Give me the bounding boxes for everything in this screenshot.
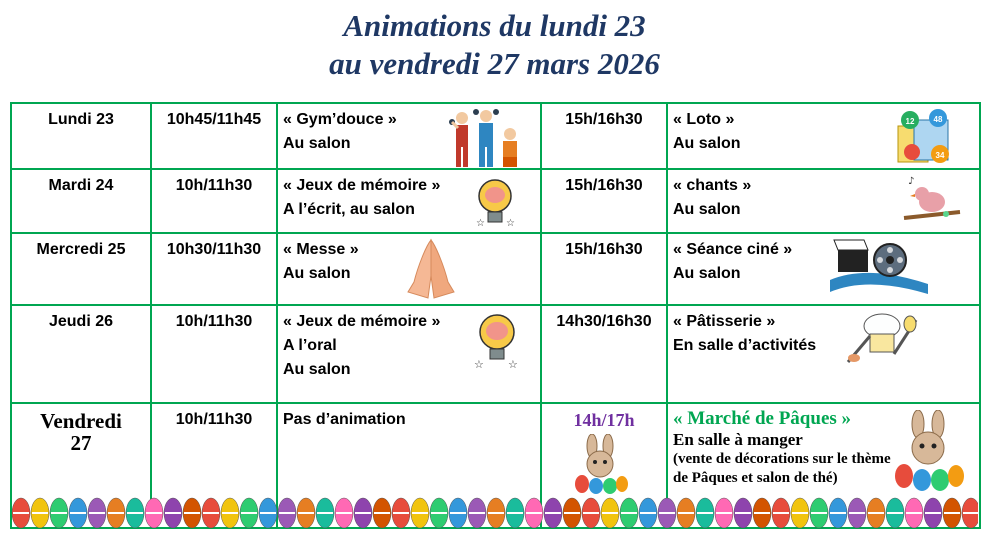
pastry-chef-icon bbox=[844, 310, 920, 370]
marche-title: « Marché de Pâques » bbox=[673, 408, 852, 429]
activity-location: En salle à manger bbox=[673, 430, 803, 449]
activity-location: A l’oral bbox=[283, 337, 337, 354]
activity-cell bbox=[667, 233, 980, 305]
table-row bbox=[11, 169, 980, 233]
time-friday: 14h/17h bbox=[573, 410, 635, 430]
day-name: Vendredi bbox=[40, 409, 122, 433]
activity-location: A l’écrit, au salon bbox=[283, 201, 415, 218]
day-cell: Mercredi 25 bbox=[11, 233, 151, 305]
activity-title: « Pâtisserie » bbox=[673, 313, 776, 330]
activity-title: « Messe » bbox=[283, 241, 359, 258]
activity-title: « Gym’douce » bbox=[283, 111, 397, 128]
day-number: 27 bbox=[70, 431, 92, 455]
activity-location: Au salon bbox=[283, 265, 351, 282]
activity-location: Au salon bbox=[283, 361, 351, 378]
activity-title: « chants » bbox=[673, 177, 752, 194]
easter-bunny-icon bbox=[890, 410, 966, 494]
activity-cell bbox=[667, 169, 980, 233]
page-title-line1: Animations du lundi 23 bbox=[343, 8, 646, 43]
svg-text:12: 12 bbox=[905, 117, 915, 126]
activity-location: Au salon bbox=[673, 265, 741, 282]
gym-seniors-icon bbox=[446, 108, 526, 169]
activity-location: Au salon bbox=[673, 201, 741, 218]
schedule-table bbox=[10, 102, 981, 529]
activity-title: « Séance ciné » bbox=[673, 241, 793, 258]
activity-note: de Pâques et salon de thé) bbox=[673, 470, 838, 486]
time-cell: 10h30/11h30 bbox=[151, 233, 277, 305]
singing-bird-icon bbox=[902, 174, 962, 230]
activity-cell bbox=[277, 305, 541, 403]
time-cell: 15h/16h30 bbox=[541, 169, 667, 233]
activity-title: « Loto » bbox=[673, 111, 735, 128]
page-title-line2: au vendredi 27 mars 2026 bbox=[329, 46, 660, 81]
praying-hands-icon bbox=[402, 236, 460, 302]
svg-text:48: 48 bbox=[933, 115, 943, 124]
time-cell: 15h/16h30 bbox=[541, 233, 667, 305]
activity-note: (vente de décorations sur le thème bbox=[673, 451, 891, 467]
easter-bunny-icon bbox=[570, 434, 630, 494]
time-cell: 10h/11h30 bbox=[151, 169, 277, 233]
activity-title: « Jeux de mémoire » bbox=[283, 313, 441, 330]
table-row bbox=[11, 233, 980, 305]
activity-location: En salle d’activités bbox=[673, 337, 817, 354]
day-cell: Jeudi 26 bbox=[11, 305, 151, 403]
svg-text:☆: ☆ bbox=[508, 358, 518, 371]
film-reel-icon bbox=[828, 234, 932, 298]
svg-text:☆: ☆ bbox=[476, 218, 485, 229]
time-cell: 14h30/16h30 bbox=[541, 305, 667, 403]
activity-location: Au salon bbox=[673, 135, 741, 152]
activity-title: « Jeux de mémoire » bbox=[283, 177, 441, 194]
svg-text:☆: ☆ bbox=[506, 218, 515, 229]
loto-balls-icon bbox=[894, 106, 954, 168]
table-row bbox=[11, 305, 980, 403]
time-cell: 15h/16h30 bbox=[541, 103, 667, 169]
time-cell: 10h/11h30 bbox=[151, 305, 277, 403]
svg-text:34: 34 bbox=[935, 151, 945, 160]
svg-text:☆: ☆ bbox=[474, 358, 484, 371]
easter-eggs-border bbox=[12, 494, 978, 530]
activity-cell bbox=[277, 103, 541, 169]
brain-lightbulb-icon bbox=[472, 310, 522, 372]
day-cell: Mardi 24 bbox=[11, 169, 151, 233]
brain-lightbulb-icon bbox=[472, 176, 518, 230]
activity-title: Pas d’animation bbox=[283, 411, 406, 428]
table-row bbox=[11, 103, 980, 169]
time-cell: 10h/11h30 bbox=[151, 403, 277, 528]
activity-cell bbox=[667, 305, 980, 403]
activity-cell bbox=[667, 103, 980, 169]
day-cell: Lundi 23 bbox=[11, 103, 151, 169]
activity-cell bbox=[277, 169, 541, 233]
time-cell: 10h45/11h45 bbox=[151, 103, 277, 169]
activity-location: Au salon bbox=[283, 135, 351, 152]
svg-text:♪: ♪ bbox=[908, 176, 915, 187]
activity-cell bbox=[277, 233, 541, 305]
